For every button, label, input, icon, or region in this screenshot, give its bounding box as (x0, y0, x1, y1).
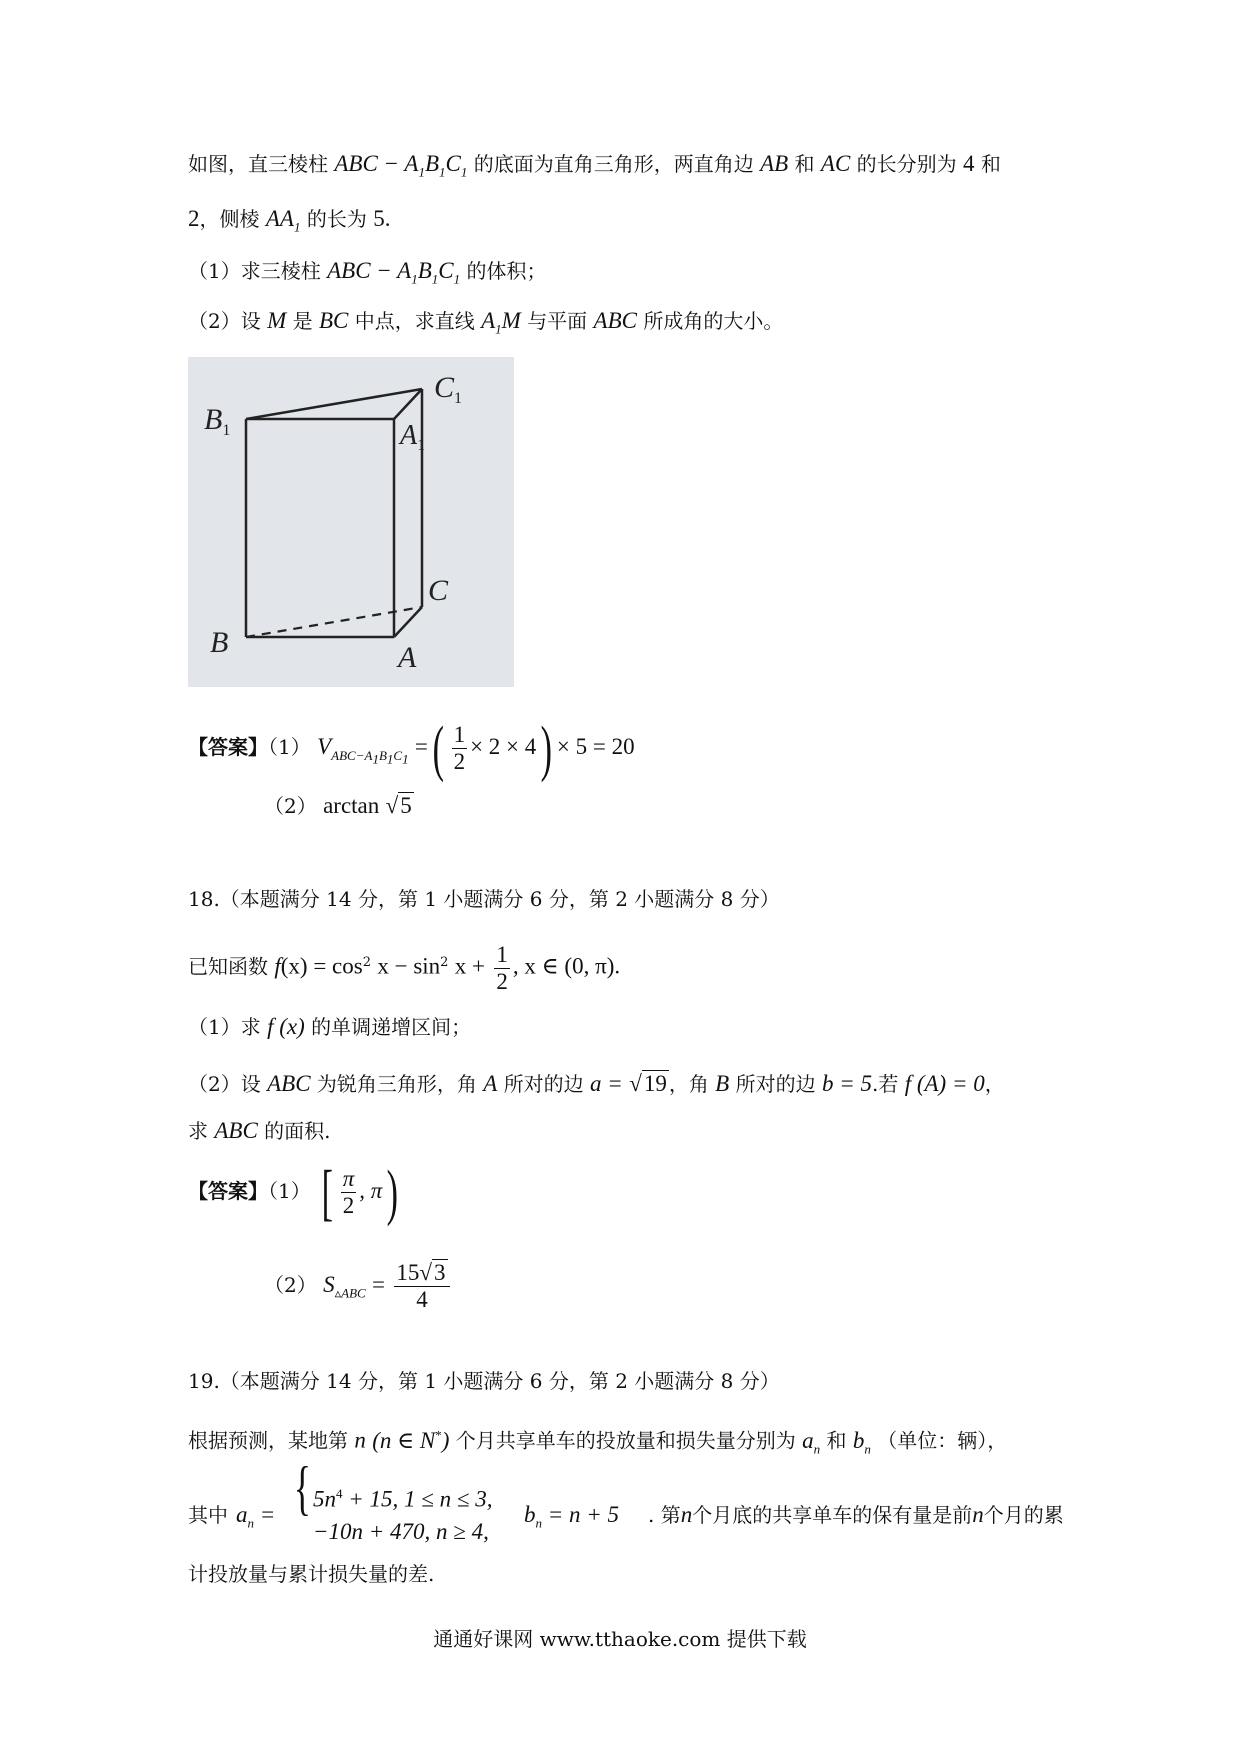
label-C1: $C_1$ (434, 371, 463, 407)
p17-intro-line2: 2，侧棱 $AA_1$ 的长为 5. (188, 206, 391, 235)
p17-answer1: 【答案】（1） $V_{ABC-A_1B_1C_1}$ =( $\frac{1}{2}$ × 2 × 4) × 5 = 20 (188, 714, 635, 783)
label-B1: $B_1$ (204, 403, 231, 439)
label-A: A (398, 641, 417, 674)
p17-intro-line1: 如图，直三棱柱 ABC − $A_1B_1C_1$ 的底面为直角三角形，两直角边 AB 和 AC 的长分别为 4 和 (188, 151, 1001, 180)
p18-q2-line2: 求 ABC 的面积. (188, 1118, 331, 1143)
label-B: B (210, 626, 229, 659)
page-footer: 通通好课网 www.tthaoke.com 提供下载 (433, 1627, 807, 1651)
p18-q1: （1）求 f (x) 的单调递增区间； (188, 1014, 472, 1039)
p17-q2: （2）设 M 是 BC 中点，求直线 $A_1M$ 与平面 ABC 所成角的大小。 (188, 308, 784, 337)
p17-q1: （1）求三棱柱 ABC − $A_1B_1C_1$ 的体积； (188, 258, 547, 287)
label-A1: $A_1$ (400, 420, 426, 454)
case-brace: { (293, 1455, 312, 1521)
p19-line1: 根据预测，某地第 n (n ∈ N*) 个月共享单车的投放量和损失量分别为 $a_n$ 和 $b_n$ （单位：辆）， (188, 1427, 1008, 1457)
p17-answer2: （2） arctan √5 (264, 793, 412, 818)
p18-answer1: 【答案】（1） [ $\frac{\pi}{2}$ , π) (188, 1158, 399, 1227)
prism-diagram (188, 357, 514, 687)
prism-figure (188, 357, 514, 687)
p18-given: 已知函数 $f(x) = \cos^2 x - \sin^2 x$ + $\frac{1}{2}$ , x ∈ (0, π). (188, 941, 621, 994)
p18-answer2: （2） $S_{▵ABC}$ = $\frac{15√3}{4}$ (264, 1252, 453, 1318)
p18-q2-line1: （2）设 ABC 为锐角三角形，角 A 所对的边 a = √19 ，角 B 所对的边 b = 5.若 f (A) = 0， (188, 1071, 1005, 1096)
p19-header: 19.（本题满分 14 分，第 1 小题满分 6 分，第 2 小题满分 8 分） (188, 1369, 780, 1393)
p19-line3: 计投放量与累计损失量的差. (188, 1562, 435, 1586)
p18-header: 18.（本题满分 14 分，第 1 小题满分 6 分，第 2 小题满分 8 分） (188, 887, 780, 911)
label-C: C (428, 574, 449, 607)
